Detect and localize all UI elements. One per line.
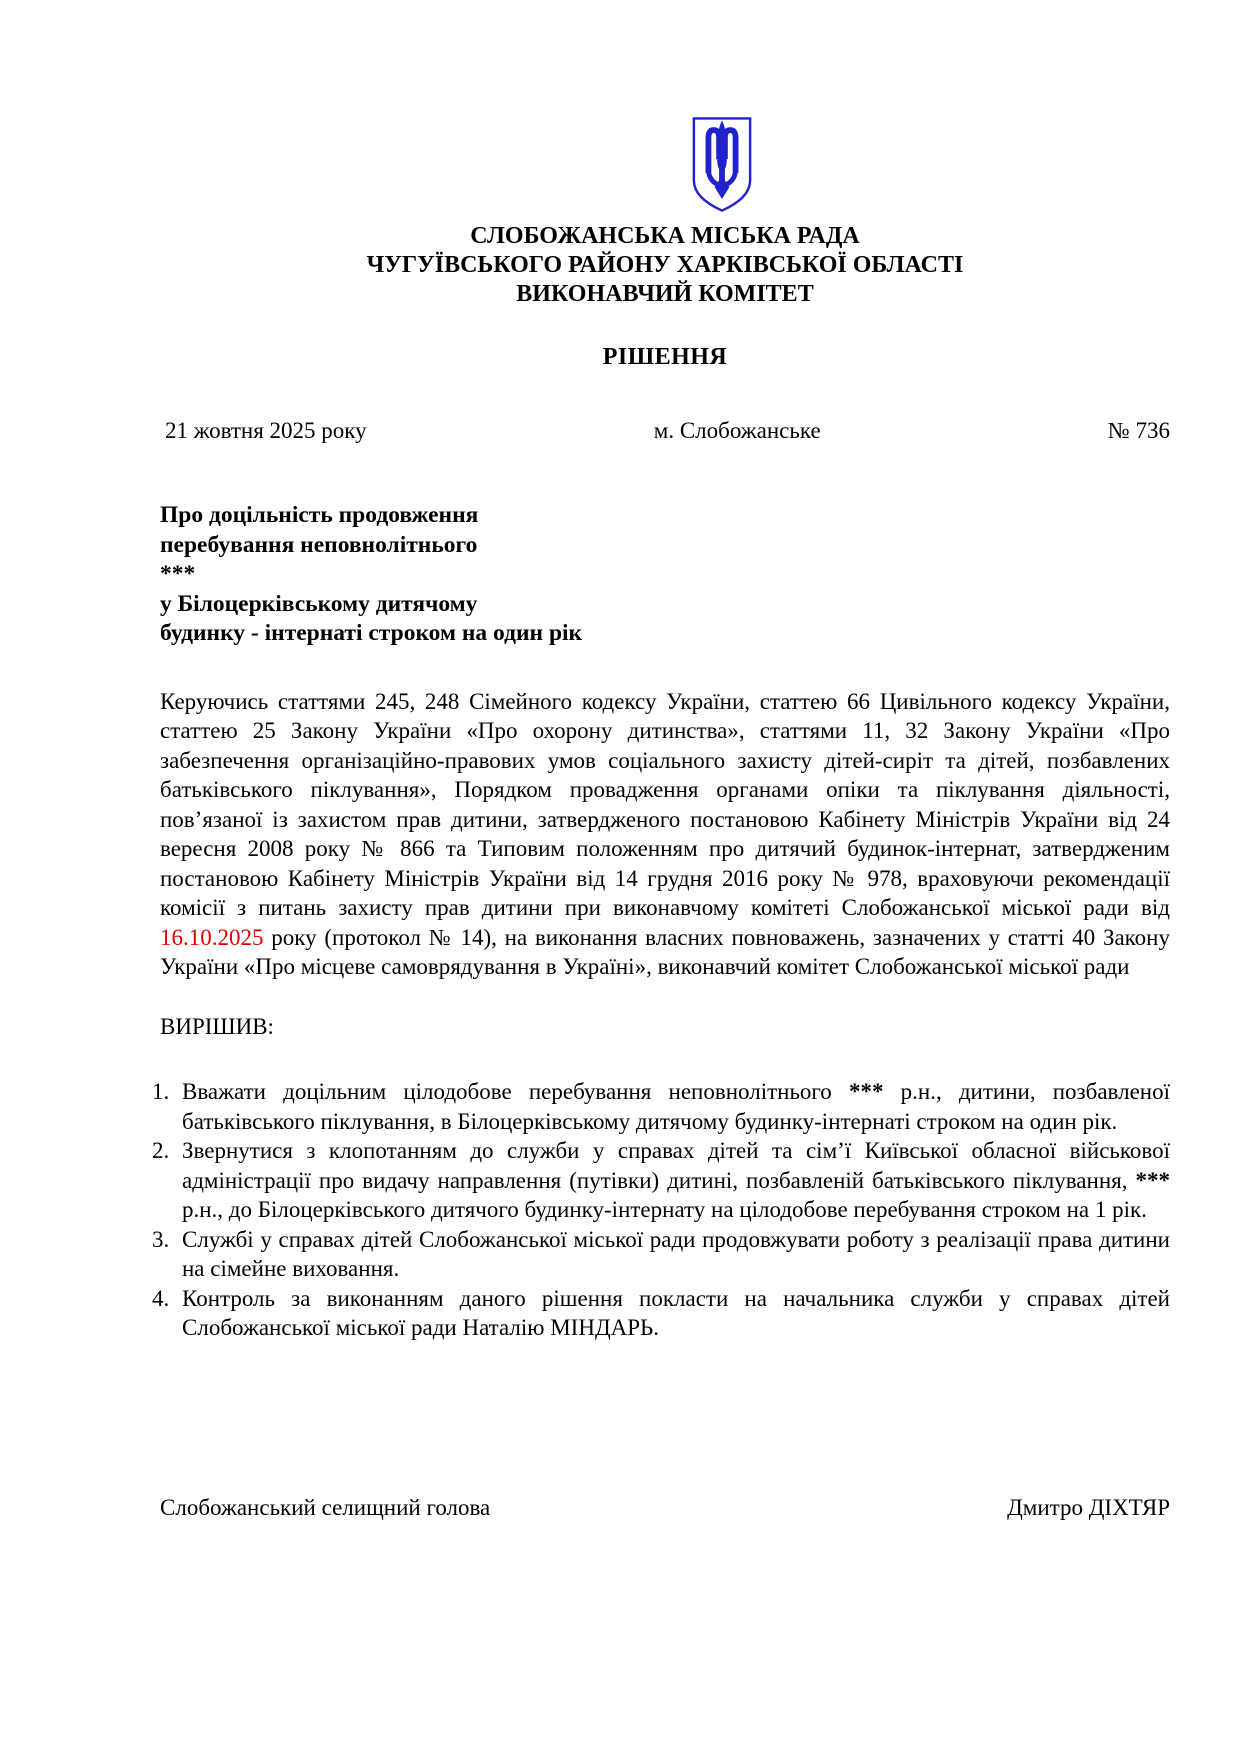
subject-line-2: перебування неповнолітнього [160,531,478,558]
item-text-pre: Вважати доцільним цілодобове перебування неповнолітнього [182,1079,849,1104]
item-text-pre: Контроль за виконанням даного рішення покласти на начальника служби у справах дітей Слобожанської міської ради Наталію МІНДАРЬ. [182,1285,1170,1340]
signatory-title: Слобожанський селищний голова [160,1494,491,1520]
item-number: 1. [152,1079,170,1104]
item-number: 2. [152,1138,170,1163]
org-name-line-3: ВИКОНАВЧИЙ КОМІТЕТ [516,281,814,307]
resolution-item-1 [152,1077,1170,1136]
item-text [182,1284,1170,1343]
document-number: № 736 [1107,418,1170,443]
resolution-item-2 [152,1136,1170,1225]
emblem-container [160,116,1170,216]
date-place-number-row [160,416,1170,445]
item-text-post: р.н., до Білоцерківського дитячого будинку-інтернату на цілодобове перебування строком на 1 рік. [182,1197,1147,1222]
item-text-pre: Звернутися з клопотанням до служби у справах дітей та сім’ї Київської обласної військової адміністрації про видачу направлення (путівки) дитині, позбавленій батьківського піклування, [182,1138,1170,1193]
org-name-line-1: СЛОБОЖАНСЬКА МІСЬКА РАДА [470,223,860,249]
document-type-title: РІШЕННЯ [602,344,728,370]
document-date: 21 жовтня 2025 року [165,418,367,443]
subject-line-3: *** [160,561,196,587]
item-text [182,1077,1170,1136]
preamble-text-after: року (протокол № 14), на виконання власних повноважень, зазначених у статті 40 Закону України «Про місцеве самоврядування в Україні», виконавчий комітет Слобожанської міської ради [160,924,1170,979]
redacted-marker: *** [848,1079,884,1104]
resolution-item-4 [152,1284,1170,1343]
document-place: м. Слобожанське [653,418,821,443]
subject-line-4: у Білоцерківському дитячому [160,590,478,617]
item-text [182,1225,1170,1284]
subject-line-5: будинку - інтернаті строком на один рік [160,620,583,646]
signatory-name: Дмитро ДІХТЯР [1007,1494,1170,1520]
subject-line-1: Про доцільність продовження [160,502,479,528]
redacted-marker: *** [1135,1167,1170,1193]
resolution-item-3 [152,1225,1170,1284]
highlighted-date: 16.10.2025 [160,924,264,950]
resolution-list [152,1077,1170,1343]
resolved-heading: ВИРІШИВ: [160,1013,274,1039]
item-text-post: р.н., дитини, позбавленої батьківського піклування, в Білоцерківському дитячому будинку-інтернаті строком на один рік. [182,1079,1170,1134]
item-text-pre: Службі у справах дітей Слобожанської міської ради продовжувати роботу з реалізації права дитини на сімейне виховання. [182,1226,1170,1281]
document-content [152,116,1170,1522]
preamble-paragraph [160,687,1170,982]
item-text [182,1136,1170,1225]
org-header [160,222,1170,309]
signature-row [160,1493,1170,1522]
ukraine-trident-icon [690,116,754,214]
org-name-line-2: ЧУГУЇВСЬКОГО РАЙОНУ ХАРКІВСЬКОЇ ОБЛАСТІ [366,252,964,278]
subject-block [160,501,1170,649]
preamble-text-before: Керуючись статтями 245, 248 Сімейного кодексу України, статтею 66 Цивільного кодексу України, статтею 25 Закону України «Про охорону дитинства», статтями 11, 32 Закону України «Про забезпечення організаційно-правових умов соціального захисту дітей-сиріт та дітей, позбавлених батьківського піклування», Порядком провадження органами опіки та піклування діяльності, пов’язаної із захистом прав дитини, затвердженого постановою Кабінету Міністрів України від 24 вересня 2008 року № 866 та Типовим положенням про дитячий будинок-інтернат, затвердженим постановою Кабінету Міністрів України від 14 грудня 2016 року № 978, враховуючи рекомендації комісії з питань захисту прав дитини при виконавчому комітеті Слобожанської міської ради від [160,688,1170,920]
item-number: 3. [152,1226,170,1252]
item-number: 4. [152,1285,170,1311]
